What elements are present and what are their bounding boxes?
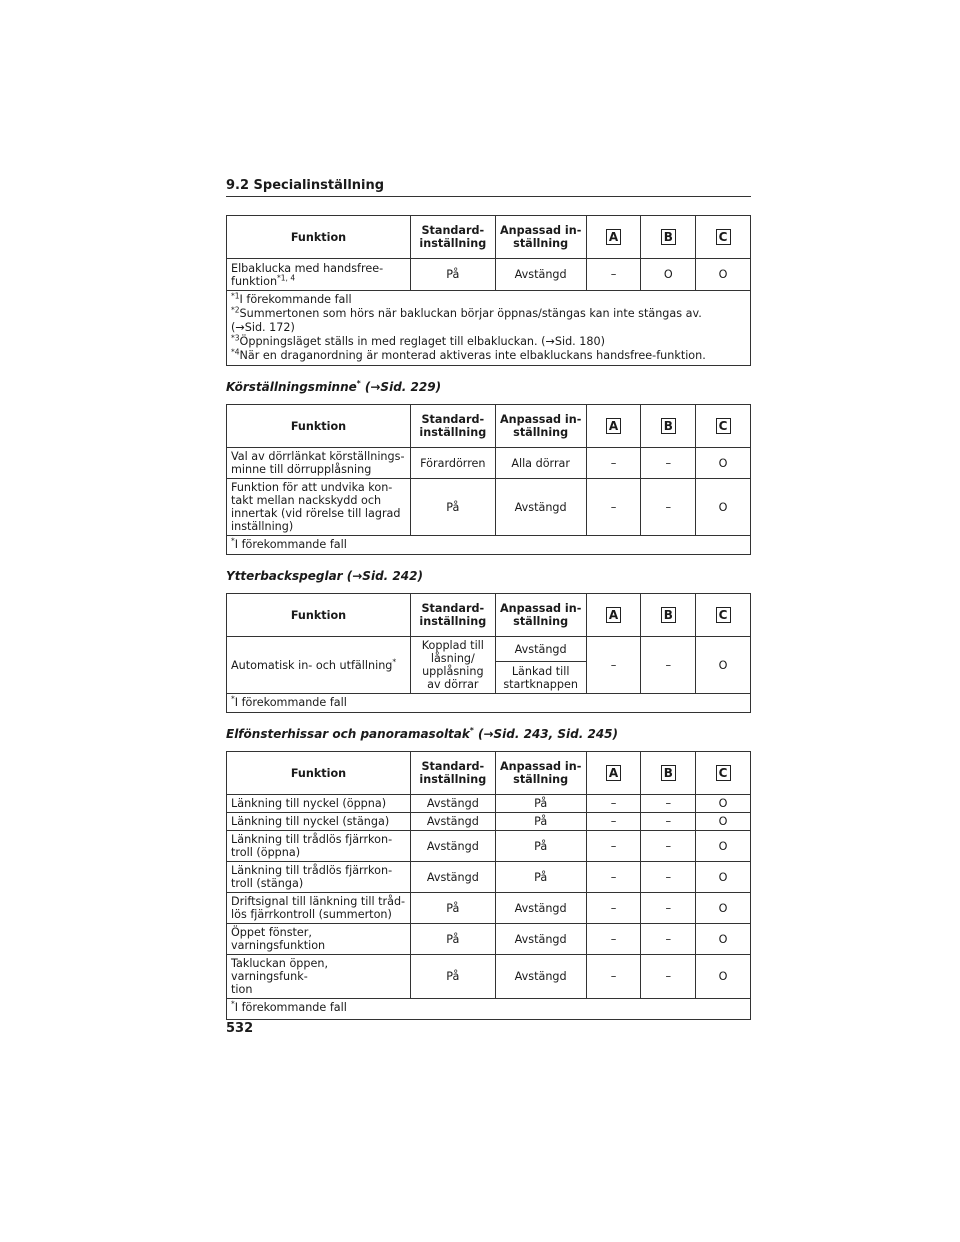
letter-b-badge: B [661,607,676,623]
cell-a: – [586,795,641,813]
cell-funktion: Länkning till nyckel (stänga) [227,813,411,831]
cell-standard: Avstängd [410,813,495,831]
letter-a-badge: A [606,607,621,623]
subheading-elfonsterhissar: Elfönsterhissar och panoramasoltak* (→Sid. 243, Sid. 245) [226,726,619,741]
footnote: $^{*3}$Öppningsläget ställs in med reglaget till elbakluckan. (→Sid. 180) [231,333,606,348]
cell-b: – [641,795,696,813]
letter-a-badge: A [606,765,621,781]
cell-b: – [641,479,696,536]
footnote: $^{*1}$I förekommande fall [231,291,352,306]
table-header-row [227,405,751,448]
cell-standard: Avstängd [410,795,495,813]
header-c [696,216,751,259]
header-c [696,752,751,795]
letter-c-badge: C [716,229,731,245]
letter-c-badge: C [716,607,731,623]
footnote: $^{*2}$Summertonen som hörs när bakluckan börjar öppnas/stängas kan inte stängas av. (→Sid. 172) [231,305,702,334]
header-standard: Standard- inställning [410,405,495,448]
table-row [227,893,751,924]
cell-c: O [696,795,751,813]
cell-standard: På [410,259,495,291]
cell-a: – [586,479,641,536]
table-row [227,637,751,662]
cell-b: – [641,637,696,694]
cell-a: – [586,862,641,893]
cell-funktion: Automatisk in- och utfällning* [227,637,411,694]
header-standard: Standard- inställning [410,752,495,795]
cell-anpassad: På [495,862,586,893]
table-row [227,259,751,291]
cell-funktion [227,259,411,291]
cell-anpassad: Avstängd [495,893,586,924]
cell-anpassad: På [495,813,586,831]
header-anpassad: Anpassad in- ställning [495,594,586,637]
notes-row [227,291,751,366]
table-row [227,955,751,999]
letter-b-badge: B [661,765,676,781]
cell-standard: Förardörren [410,448,495,479]
footnotes [227,291,751,366]
table-elbaklucka [226,215,751,366]
cell-c: O [696,637,751,694]
table-row [227,862,751,893]
cell-standard: På [410,893,495,924]
page [226,178,751,1020]
header-b [641,752,696,795]
table-row [227,448,751,479]
cell-c: O [696,955,751,999]
section-header: 9.2 Specialinställning [226,178,751,197]
funktion-text: Elbaklucka med handsfree- funktion [231,261,384,288]
notes-row [227,999,751,1020]
footnote: *I förekommande fall [227,536,751,555]
cell-anpassad: Avstängd [495,637,586,662]
letter-c-badge: C [716,765,731,781]
header-b [641,405,696,448]
cell-a: – [586,924,641,955]
cell-b: – [641,924,696,955]
cell-c: O [696,831,751,862]
header-anpassad: Anpassad in- ställning [495,405,586,448]
header-a [586,405,641,448]
table-korstallningsminne [226,404,751,555]
cell-b: – [641,955,696,999]
cell-anpassad: Avstängd [495,955,586,999]
letter-a-badge: A [606,229,621,245]
table-row [227,795,751,813]
cell-a: – [586,893,641,924]
header-c [696,405,751,448]
cell-standard: Avstängd [410,831,495,862]
cell-anpassad: På [495,831,586,862]
notes-row [227,694,751,713]
cell-a: – [586,448,641,479]
cell-c: O [696,893,751,924]
subheading-ytterbackspeglar: Ytterbackspeglar (→Sid. 242) [226,569,423,583]
cell-c: O [696,813,751,831]
letter-a-badge: A [606,418,621,434]
cell-standard: På [410,924,495,955]
cell-a: – [586,955,641,999]
cell-a: – [586,259,641,291]
header-b [641,216,696,259]
header-funktion: Funktion [227,594,411,637]
cell-anpassad: Avstängd [495,259,586,291]
header-standard: Standard- inställning [410,216,495,259]
cell-funktion: Takluckan öppen, varningsfunk- tion [227,955,411,999]
letter-b-badge: B [661,229,676,245]
table-row [227,813,751,831]
header-funktion: Funktion [227,405,411,448]
cell-anpassad: Alla dörrar [495,448,586,479]
table-header-row [227,752,751,795]
cell-a: – [586,813,641,831]
cell-funktion: Öppet fönster, varningsfunktion [227,924,411,955]
header-a [586,216,641,259]
cell-b: O [641,259,696,291]
cell-funktion: Länkning till nyckel (öppna) [227,795,411,813]
notes-row [227,536,751,555]
cell-funktion: Funktion för att undvika kon- takt mellan nackskydd och innertak (vid rörelse till lagrad inställning) [227,479,411,536]
header-anpassad: Anpassad in- ställning [495,216,586,259]
cell-c: O [696,448,751,479]
header-funktion: Funktion [227,216,411,259]
table-row [227,479,751,536]
table-ytterbackspeglar [226,593,751,713]
header-anpassad: Anpassad in- ställning [495,752,586,795]
cell-funktion: Länkning till trådlös fjärrkon- troll (öppna) [227,831,411,862]
header-b [641,594,696,637]
cell-c: O [696,862,751,893]
cell-standard: På [410,955,495,999]
cell-standard: Kopplad till låsning/ upplåsning av dörrar [410,637,495,694]
subheading-korstallningsminne: Körställningsminne* (→Sid. 229) [226,379,442,394]
cell-funktion: Länkning till trådlös fjärrkon- troll (stänga) [227,862,411,893]
cell-funktion: Driftsignal till länkning till tråd- lös fjärrkontroll (summerton) [227,893,411,924]
table-elfonsterhissar [226,751,751,1020]
table-header-row [227,216,751,259]
table-row [227,831,751,862]
header-a [586,594,641,637]
page-number: 532 [226,1021,254,1036]
header-a [586,752,641,795]
footnote-mark: *1, 4 [277,272,296,282]
cell-b: – [641,831,696,862]
header-c [696,594,751,637]
letter-c-badge: C [716,418,731,434]
footnote: $^{*4}$När en draganordning är monterad aktiveras inte elbakluckans handsfree-funktion. [231,347,706,362]
cell-anpassad: Avstängd [495,924,586,955]
footnote: *I förekommande fall [227,999,751,1020]
cell-anpassad: På [495,795,586,813]
footnote: *I förekommande fall [227,694,751,713]
cell-funktion: Val av dörrlänkat körställnings- minne till dörrupplåsning [227,448,411,479]
cell-standard: Avstängd [410,862,495,893]
cell-anpassad: Avstängd [495,479,586,536]
table-row [227,924,751,955]
cell-standard: På [410,479,495,536]
cell-b: – [641,893,696,924]
cell-b: – [641,862,696,893]
cell-c: O [696,924,751,955]
header-standard: Standard- inställning [410,594,495,637]
cell-c: O [696,259,751,291]
cell-c: O [696,479,751,536]
cell-anpassad: Länkad till startknappen [495,662,586,694]
cell-b: – [641,448,696,479]
letter-b-badge: B [661,418,676,434]
cell-b: – [641,813,696,831]
cell-a: – [586,637,641,694]
header-funktion: Funktion [227,752,411,795]
table-header-row [227,594,751,637]
cell-a: – [586,831,641,862]
